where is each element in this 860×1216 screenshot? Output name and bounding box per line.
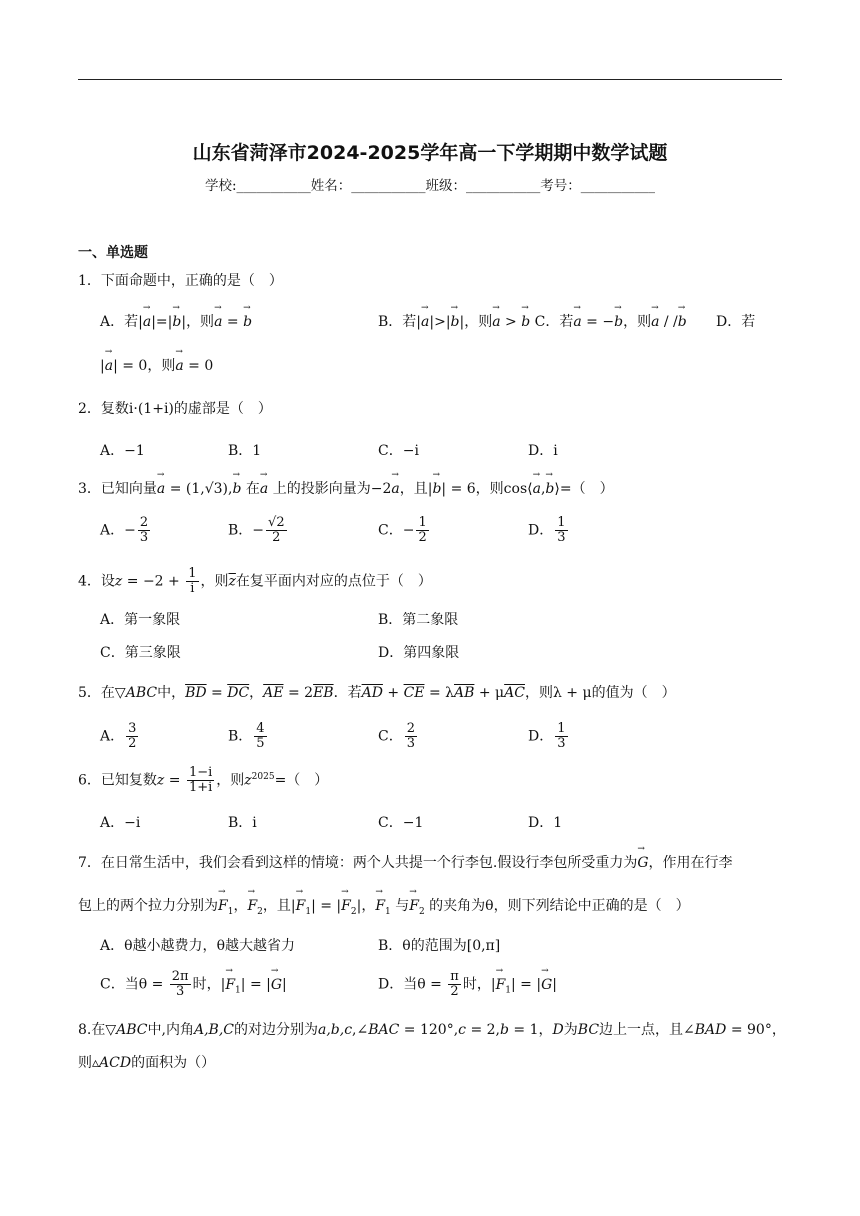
question-3-option-a: A．− $\frac{2}{3}$ bbox=[100, 515, 149, 545]
question-2-option-c: C．−i bbox=[378, 443, 419, 459]
question-7-option-d: D．当θ = $\frac{\pi}{2}$ 时，|→ $F_1|$ = |→ G| bbox=[378, 970, 557, 999]
question-4-option-c: C．第三象限 bbox=[100, 645, 181, 661]
question-4-option-a: A．第一象限 bbox=[100, 612, 181, 628]
question-5-option-a: A． $\frac{3}{2}$ bbox=[100, 721, 137, 751]
question-6-option-c: C．−1 bbox=[378, 815, 424, 831]
student-info-line: 学校:___________姓名：___________班级：___________考号：___________ bbox=[204, 178, 656, 194]
question-4-stem: 4．设z = −2 + $\frac{1}{i}$ ，则$\overline{z}$在复平面内对应的点位于（ ） bbox=[78, 566, 432, 596]
question-2-option-d: D．i bbox=[528, 443, 558, 459]
question-3-stem: 3．已知向量→ a = (1,√3),→ b 在→ a 上的投影向量为−2→ a，且|→ b| = 6，则cos⟨→ a,→ b⟩=（ ） bbox=[78, 478, 614, 498]
top-rule bbox=[78, 79, 782, 80]
page-title: 山东省菏泽市2024-2025学年高一下学期期中数学试题 bbox=[192, 142, 668, 164]
question-3-option-b: B．− $\frac{√2}{2}$ bbox=[228, 515, 285, 545]
question-4-option-b: B．第二象限 bbox=[378, 612, 459, 628]
question-7-option-a: A．θ越小越费力，θ越大越省力 bbox=[100, 938, 295, 954]
question-7-stem-line1: 7．在日常生活中，我们会看到这样的情境：两个人共提一个行李包.假设行李包所受重力为→ G，作用在行李 bbox=[78, 852, 733, 872]
question-5-option-d: D． $\frac{1}{3}$ bbox=[528, 721, 566, 751]
question-4-option-d: D．第四象限 bbox=[378, 645, 460, 661]
question-6-option-a: A．−i bbox=[100, 815, 141, 831]
question-2-option-a: A．−1 bbox=[100, 443, 145, 459]
question-5-stem: 5．在▽ABC中，$\overline{BD} = \overline{DC}$，$\overline{AE} = 2\overline{EB}$．若$\overline{AD} + \overline{CE} = \lambda\overline{AB} + \mu\overline{AC}$，则λ + μ的值为（ ） bbox=[78, 685, 676, 701]
question-1-option-d-cont: |→ a| = 0，则→ a = 0 bbox=[100, 355, 213, 375]
question-1-option-b-c: B．若|→ a|>|→ b|，则→ a > → b C．若→ a = −→ b，则→ a / /→ b bbox=[378, 311, 687, 331]
question-5-option-c: C． $\frac{2}{3}$ bbox=[378, 721, 415, 751]
question-1-stem: 1．下面命题中，正确的是（ ） bbox=[78, 273, 283, 289]
question-8-stem-line1: 8.在▽ABC中,内角A,B,C的对边分别为a,b,c,∠BAC = 120°,c = 2,b = 1，D为BC边上一点，且∠BAD = 90°， bbox=[78, 1022, 786, 1038]
question-3-option-d: D． $\frac{1}{3}$ bbox=[528, 515, 566, 545]
question-6-option-d: D．1 bbox=[528, 815, 563, 831]
section-heading: 一、单选题 bbox=[78, 245, 148, 261]
question-7-option-c: C．当θ = $\frac{2\pi}{3}$ 时，|→ $F_1|$ = |→ G| bbox=[100, 970, 287, 999]
question-3-option-c: C．− $\frac{1}{2}$ bbox=[378, 515, 427, 545]
question-2-stem: 2．复数i·(1+i)的虚部是（ ） bbox=[78, 401, 272, 417]
question-1-option-d: D．若 bbox=[716, 314, 756, 330]
question-6-stem: 6．已知复数z = $\frac{1-i}{1+i}$ ，则$z^{2025}=$（ ） bbox=[78, 765, 329, 795]
question-7-stem-line2: 包上的两个拉力分别为→ $F_1$，→ $F_2$，且|→ $F_1|$ = |→ $F_2|$，→ $F_1$ 与→ $F_2$ 的夹角为θ，则下列结论中正确的是（ ） bbox=[78, 895, 690, 917]
question-7-option-b: B．θ的范围为[0,π] bbox=[378, 938, 501, 954]
question-8-stem-line2: 则▵ACD的面积为（） bbox=[78, 1055, 216, 1071]
question-6-option-b: B．i bbox=[228, 815, 257, 831]
question-5-option-b: B． $\frac{4}{5}$ bbox=[228, 721, 265, 751]
question-1-option-a: A．若|→ a|=|→ b|，则→ a = → b bbox=[100, 311, 252, 331]
question-2-option-b: B．1 bbox=[228, 443, 262, 459]
